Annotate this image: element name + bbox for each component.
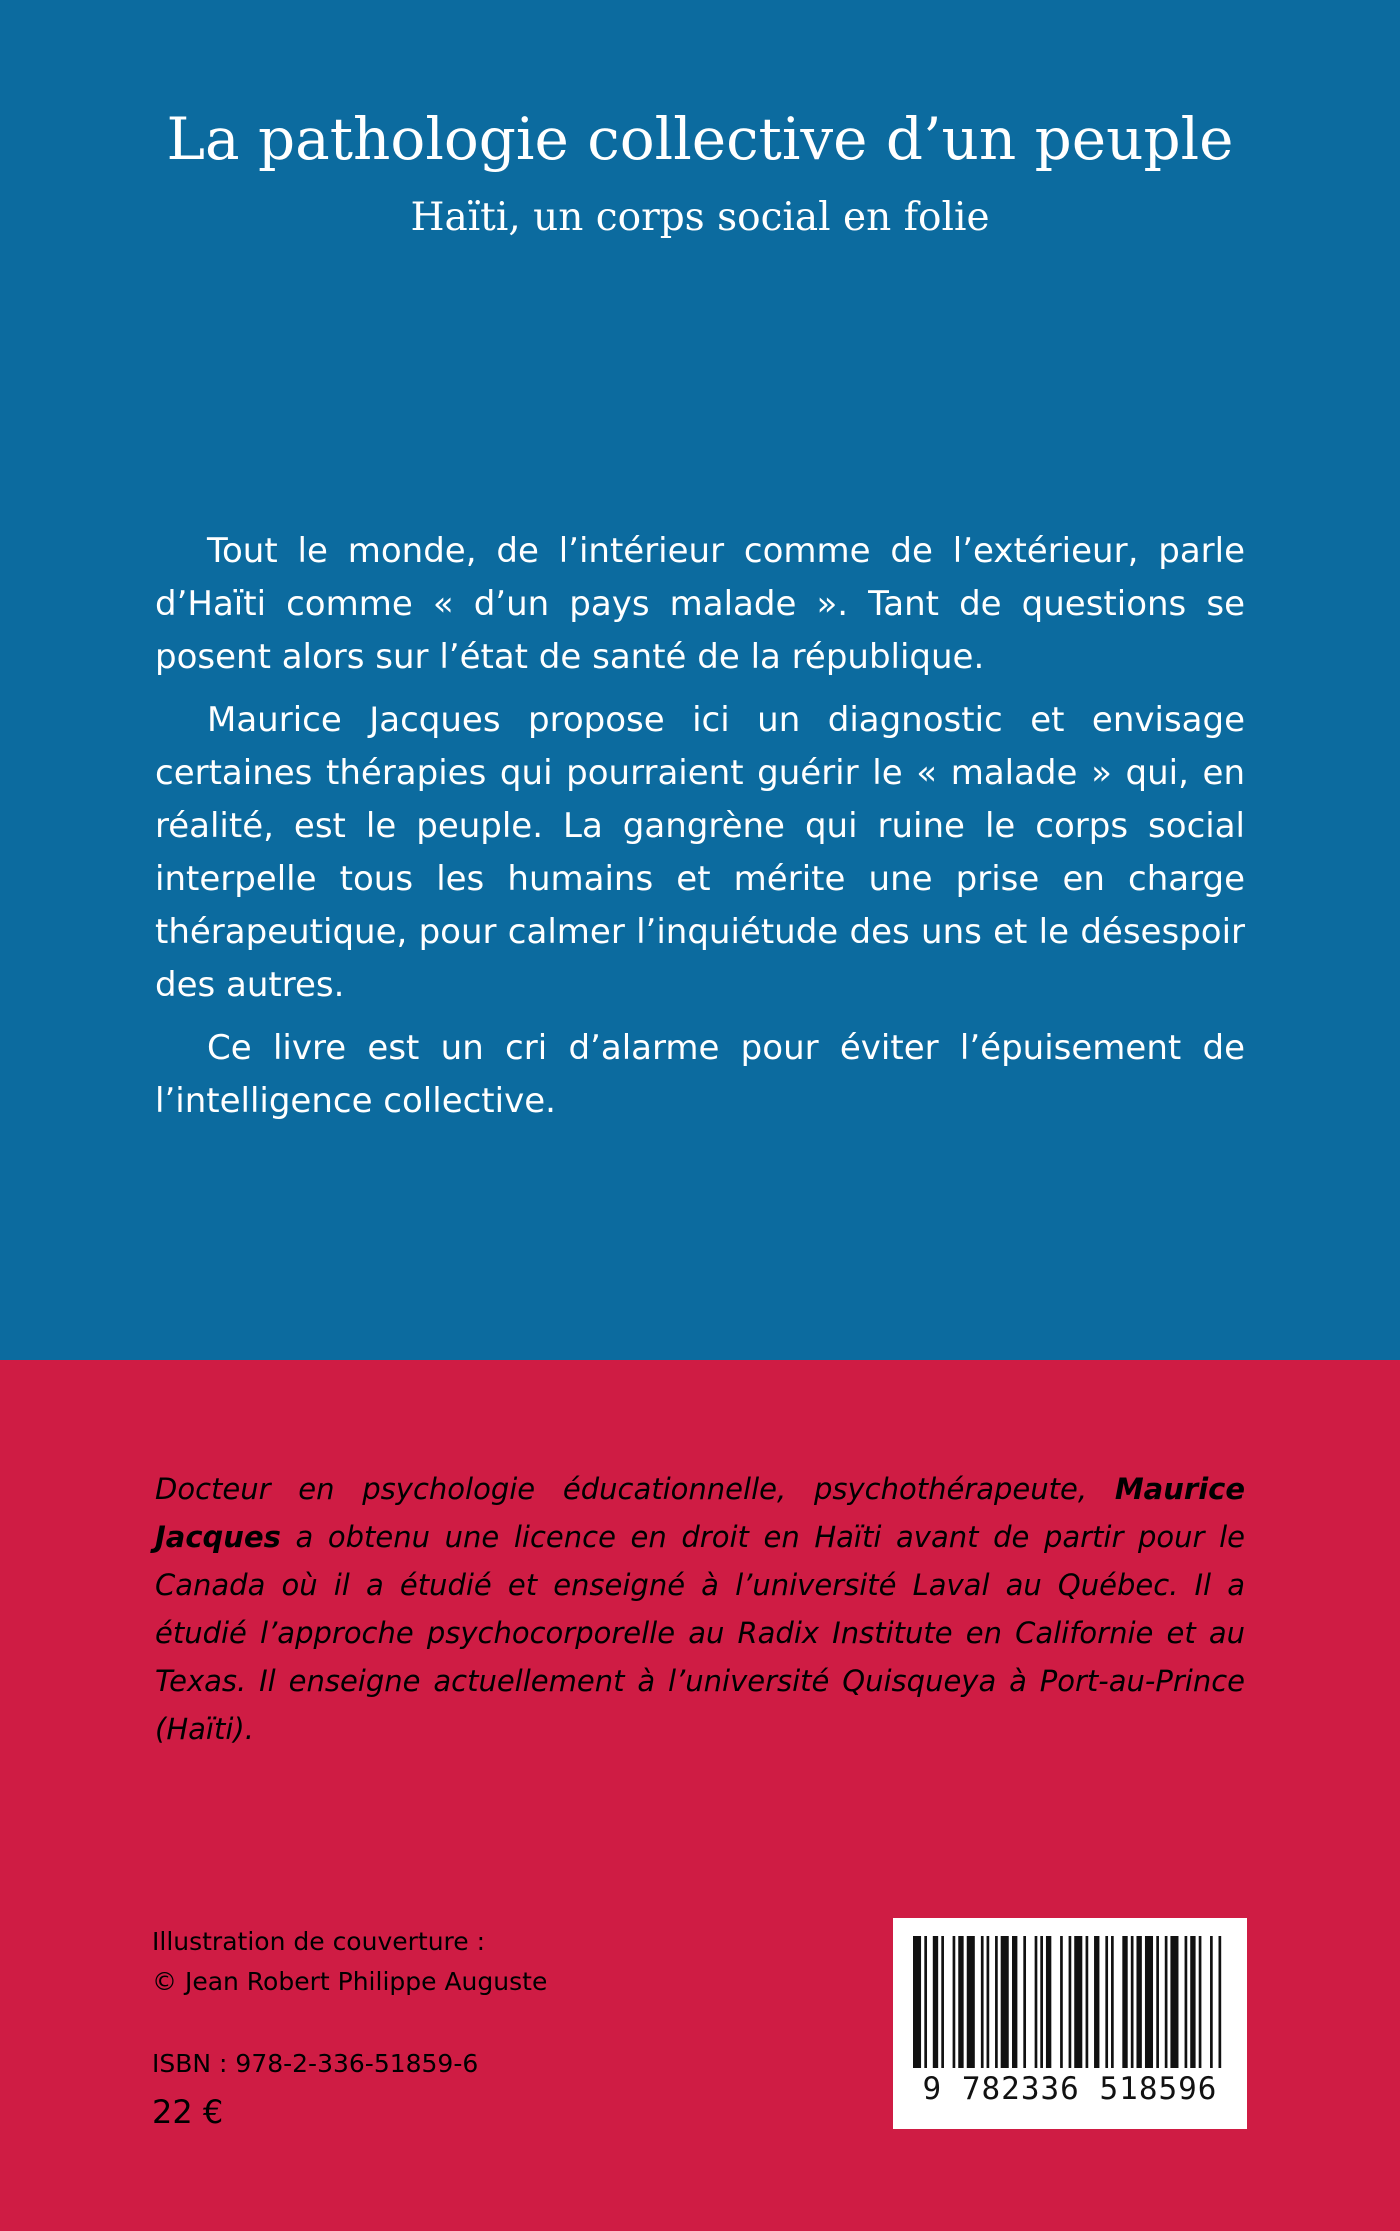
- barcode-bar: [1199, 1936, 1202, 2068]
- barcode-bar: [1040, 1936, 1043, 2068]
- barcode-bar: [1165, 1936, 1168, 2068]
- barcode-bar: [958, 1936, 963, 2068]
- barcode-bar: [967, 1936, 975, 2068]
- barcode-bar: [1219, 1936, 1222, 2068]
- illustration-credit: © Jean Robert Philippe Auguste: [152, 1967, 548, 1996]
- barcode-bar: [1170, 1936, 1178, 2068]
- barcode-bar: [1094, 1936, 1099, 2068]
- illustration-label: Illustration de couverture :: [152, 1927, 486, 1956]
- barcode-bar: [1046, 1936, 1051, 2068]
- barcode-bar: [924, 1936, 927, 2068]
- barcode-bar: [1111, 1936, 1114, 2068]
- barcode-bars: [913, 1936, 1227, 2068]
- barcode-bar: [1122, 1936, 1127, 2068]
- barcode-bar: [1131, 1936, 1134, 2068]
- blurb-paragraph-3: Ce livre est un cri d’alarme pour éviter l’épuisement de l’intelligence collective.: [155, 1028, 1245, 1121]
- barcode-bar: [1023, 1936, 1026, 2068]
- barcode-bar: [1012, 1936, 1017, 2068]
- barcode-bar: [913, 1936, 921, 2068]
- barcode-bar: [1069, 1936, 1072, 2068]
- barcode-bar: [995, 1936, 998, 2068]
- barcode-bar: [987, 1936, 990, 2068]
- barcode-bar: [1074, 1936, 1082, 2068]
- barcode: [893, 1918, 1247, 2129]
- barcode-bar: [1035, 1936, 1038, 2068]
- barcode-bar: [933, 1936, 938, 2068]
- book-subtitle: Haïti, un corps social en folie: [410, 195, 990, 240]
- author-bio: [155, 1465, 1245, 1753]
- barcode-bar: [953, 1936, 956, 2068]
- barcode-bar: [1156, 1936, 1159, 2068]
- barcode-bar: [1210, 1936, 1213, 2068]
- barcode-bar: [1060, 1936, 1063, 2068]
- barcode-bar: [1136, 1936, 1141, 2068]
- bio-author-name: Maurice Jacques: [155, 1472, 1245, 1554]
- barcode-number: 9 782336 518596: [922, 2071, 1218, 2107]
- bio-lead: Docteur en psychologie éducationnelle, psychothérapeute,: [155, 1472, 1115, 1506]
- barcode-bar: [1145, 1936, 1153, 2068]
- barcode-bar: [941, 1936, 944, 2068]
- bio-rest: a obtenu une licence en droit en Haïti avant de partir pour le Canada où il a étudié et enseigné à l’université Laval au Québec. Il a étudié l’approche psychocorporelle au Radix Institute en Californie et au Texas. Il enseigne actuellement à l’université Quisqueya à Port-au-Prince (Haïti).: [155, 1520, 1245, 1746]
- blurb-paragraph-1: Tout le monde, de l’intérieur comme de l’extérieur, parle d’Haïti comme « d’un pays malade ». Tant de questions se posent alors sur l’état de santé de la république.: [155, 531, 1245, 677]
- barcode-bar: [981, 1936, 984, 2068]
- barcode-bar: [1086, 1936, 1089, 2068]
- barcode-bar: [1190, 1936, 1195, 2068]
- blurb-paragraph-2: Maurice Jacques propose ici un diagnostic et envisage certaines thérapies qui pourraient guérir le « malade » qui, en réalité, est le peuple. La gangrène qui ruine le corps social interpelle tous les humains et mérite une prise en charge thérapeutique, pour calmer l’inquiétude des uns et le désespoir des autres.: [155, 700, 1245, 1005]
- isbn: ISBN : 978-2-336-51859-6: [152, 2049, 479, 2078]
- credits: [152, 1922, 752, 2002]
- book-title: La pathologie collective d’un peuple: [166, 105, 1234, 173]
- barcode-bar: [1185, 1936, 1188, 2068]
- barcode-bar: [1105, 1936, 1108, 2068]
- blurb: [155, 525, 1245, 1138]
- barcode-bar: [1001, 1936, 1009, 2068]
- price: 22 €: [152, 2093, 224, 2131]
